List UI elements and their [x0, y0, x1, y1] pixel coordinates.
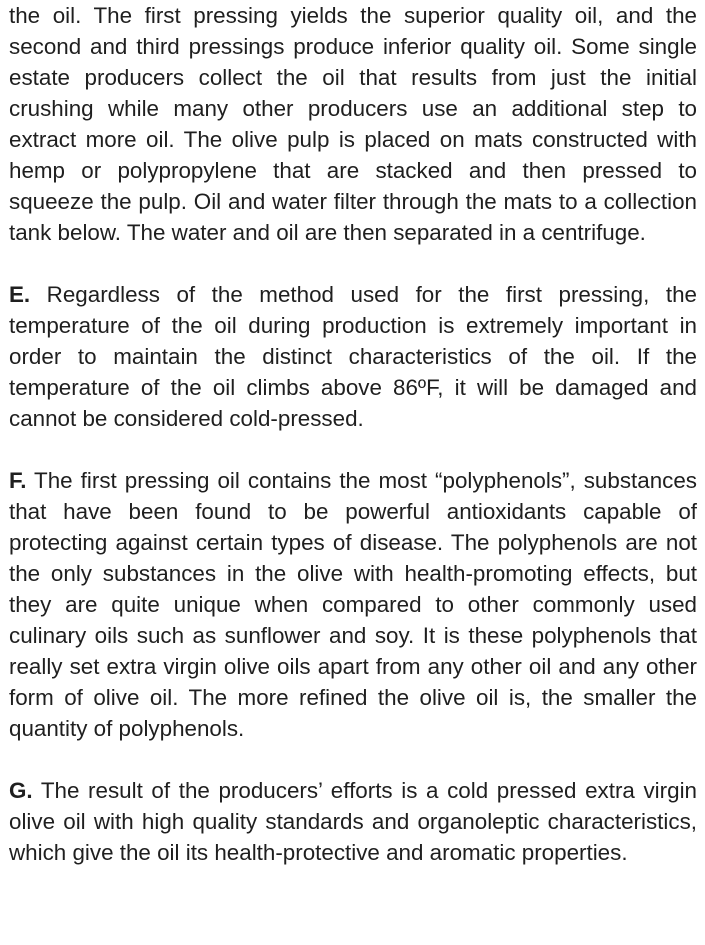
paragraph-f-text: The first pressing oil contains the most “polyphenols”, substances that have been found to be powerful antioxidants capable of protecting against certain types of disease. The polyphenols are not the only substances in the olive with health-promoting effects, but they are quite unique when compared to other commonly used culinary oils such as sunflower and soy. It is these polyphenols that really set extra virgin olive oils apart from any other oil and any other form of olive oil. The more refined the olive oil is, the smaller the quantity of polyphenols.	[9, 468, 697, 741]
paragraph-d-text: the oil. The first pressing yields the superior quality oil, and the second and third pressings produce inferior quality oil. Some single estate producers collect the oil that results from just the initial crushing while many other producers use an additional step to extract more oil. The olive pulp is placed on mats constructed with hemp or polypropylene that are stacked and then pressed to squeeze the pulp. Oil and water filter through the mats to a collection tank below. The water and oil are then separated in a centrifuge.	[9, 3, 697, 245]
paragraph-e-label: E.	[9, 282, 31, 307]
paragraph-gap	[9, 434, 697, 465]
paragraph-g-label: G.	[9, 778, 33, 803]
paragraph-g	[9, 775, 697, 868]
paragraph-f	[9, 465, 697, 744]
paragraph-d-continued	[9, 0, 697, 248]
paragraph-g-text: The result of the producers’ efforts is a cold pressed extra virgin olive oil with high quality standards and organoleptic characteristics, which give the oil its health-protective and aromatic properties.	[9, 778, 697, 865]
paragraph-gap	[9, 248, 697, 279]
paragraph-gap	[9, 744, 697, 775]
paragraph-f-label: F.	[9, 468, 27, 493]
document-page	[9, 0, 697, 868]
paragraph-e	[9, 279, 697, 434]
paragraph-e-text: Regardless of the method used for the first pressing, the temperature of the oil during production is extremely important in order to maintain the distinct characteristics of the oil. If the temperature of the oil climbs above 86ºF, it will be damaged and cannot be considered cold-pressed.	[9, 282, 697, 431]
